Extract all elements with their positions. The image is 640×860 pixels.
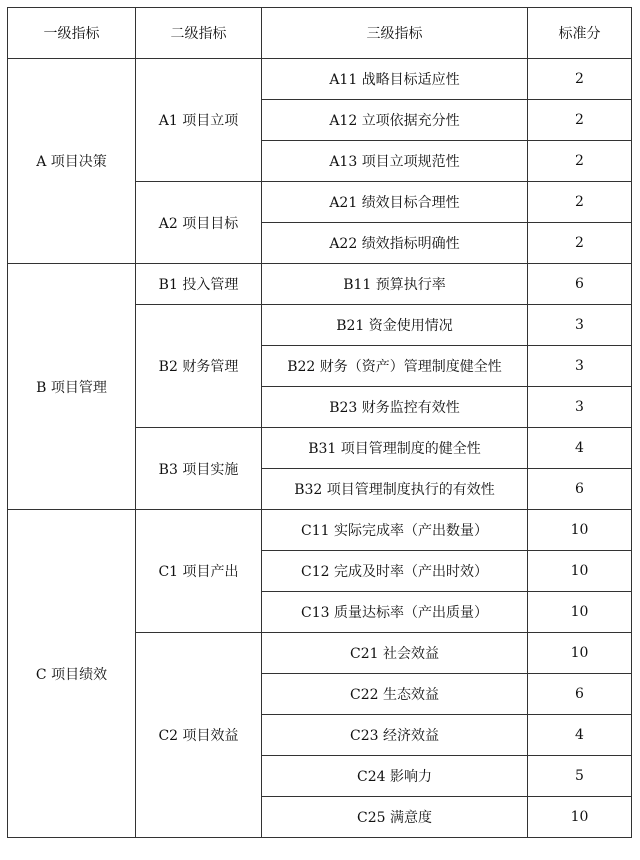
level3-cell: A13 项目立项规范性 [262, 141, 528, 182]
score-cell: 10 [528, 510, 632, 551]
level3-cell: B23 财务监控有效性 [262, 387, 528, 428]
level3-cell: C22 生态效益 [262, 674, 528, 715]
level3-cell: C12 完成及时率（产出时效） [262, 551, 528, 592]
level3-cell: C13 质量达标率（产出质量） [262, 592, 528, 633]
level1-cell-c: C 项目绩效 [8, 510, 136, 838]
level2-cell-a2: A2 项目目标 [136, 182, 262, 264]
header-row [8, 8, 632, 59]
level2-cell-b2: B2 财务管理 [136, 305, 262, 428]
level2-cell-c1: C1 项目产出 [136, 510, 262, 633]
level3-cell: C11 实际完成率（产出数量） [262, 510, 528, 551]
score-cell: 2 [528, 59, 632, 100]
table-row [8, 264, 632, 305]
score-cell: 5 [528, 756, 632, 797]
score-cell: 4 [528, 715, 632, 756]
score-cell: 6 [528, 674, 632, 715]
score-cell: 4 [528, 428, 632, 469]
level3-cell: C21 社会效益 [262, 633, 528, 674]
score-cell: 10 [528, 797, 632, 838]
level3-cell: B22 财务（资产）管理制度健全性 [262, 346, 528, 387]
level3-cell: A22 绩效指标明确性 [262, 223, 528, 264]
level2-cell-b3: B3 项目实施 [136, 428, 262, 510]
header-level2: 二级指标 [136, 8, 262, 59]
level1-cell-b: B 项目管理 [8, 264, 136, 510]
score-cell: 2 [528, 223, 632, 264]
score-cell: 3 [528, 305, 632, 346]
indicator-table [7, 7, 632, 838]
level2-cell-a1: A1 项目立项 [136, 59, 262, 182]
score-cell: 6 [528, 264, 632, 305]
level3-cell: B31 项目管理制度的健全性 [262, 428, 528, 469]
table-row [8, 59, 632, 100]
level3-cell: C23 经济效益 [262, 715, 528, 756]
header-level1: 一级指标 [8, 8, 136, 59]
header-level3: 三级指标 [262, 8, 528, 59]
level3-cell: B21 资金使用情况 [262, 305, 528, 346]
score-cell: 3 [528, 387, 632, 428]
level3-cell: C24 影响力 [262, 756, 528, 797]
level3-cell: C25 满意度 [262, 797, 528, 838]
level2-cell-b1: B1 投入管理 [136, 264, 262, 305]
level3-cell: A21 绩效目标合理性 [262, 182, 528, 223]
header-score: 标准分 [528, 8, 632, 59]
level2-cell-c2: C2 项目效益 [136, 633, 262, 838]
score-cell: 2 [528, 100, 632, 141]
level1-cell-a: A 项目决策 [8, 59, 136, 264]
level3-cell: B11 预算执行率 [262, 264, 528, 305]
level3-cell: B32 项目管理制度执行的有效性 [262, 469, 528, 510]
score-cell: 3 [528, 346, 632, 387]
level3-cell: A12 立项依据充分性 [262, 100, 528, 141]
score-cell: 10 [528, 633, 632, 674]
table-row [8, 510, 632, 551]
score-cell: 2 [528, 141, 632, 182]
score-cell: 10 [528, 551, 632, 592]
score-cell: 10 [528, 592, 632, 633]
level3-cell: A11 战略目标适应性 [262, 59, 528, 100]
score-cell: 2 [528, 182, 632, 223]
score-cell: 6 [528, 469, 632, 510]
